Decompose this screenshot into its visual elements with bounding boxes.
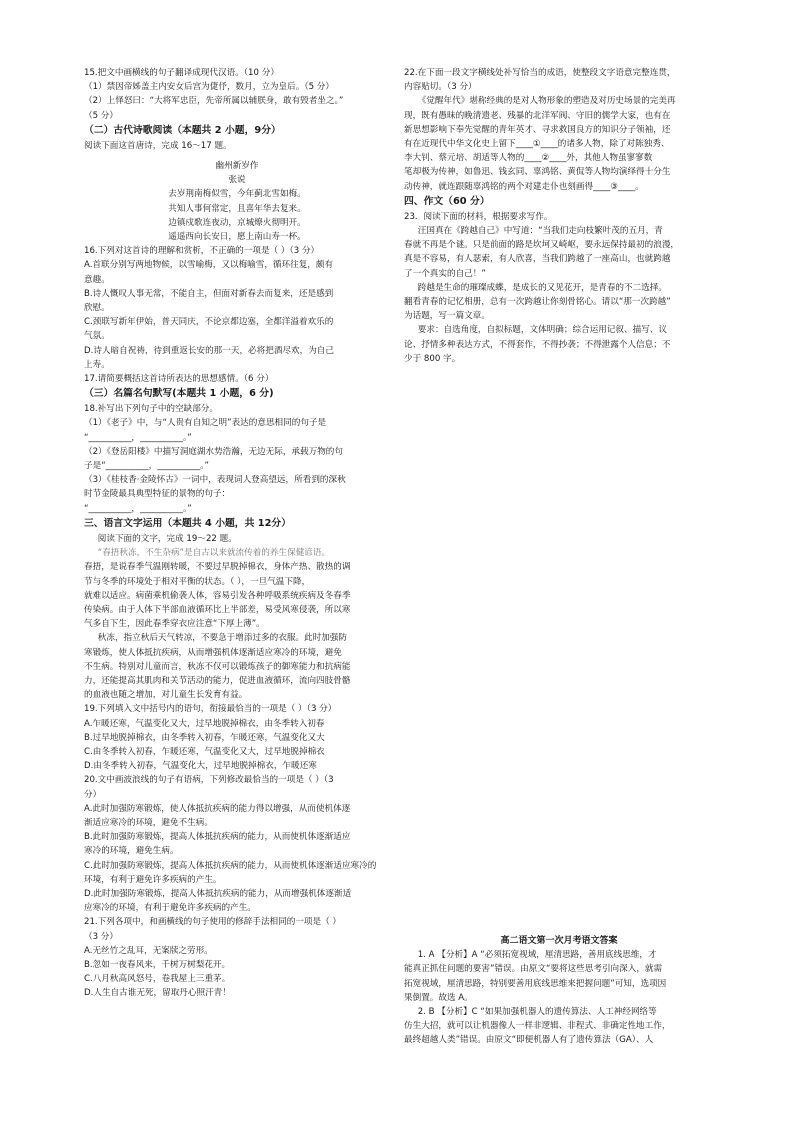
left-column [84,66,390,1001]
passage-line: 秋冻，指立秋后天气转凉，不要急于增添过多的衣服。此时加强防 [97,633,347,644]
section-dictation-heading: （三）名篇名句默写(本题共 1 小题，6 分) [84,388,274,400]
q23-material-line: 汪国真在《跨越自己》中写道：“当我们走向枝繁叶茂的五月，青 [417,226,663,237]
q20-option-c-cont: 环境，有利于避免许多疾病的产生。 [84,874,222,885]
q22-stem: 22.在下面一段文字横线处补写恰当的成语，使整段文字语意完整连贯， [404,68,676,78]
q22-passage-line: 李大钊、蔡元培、胡适等人物的____②____外，其他人物虽寥寥数 [404,153,653,164]
q16-option-b-cont: 欣慰。 [84,303,110,314]
answer-line: 2. B 【分析】C “如果加强机器人的遗传算法、人工神经网络等 [417,1007,657,1018]
q15-sentence-1: （1）禁因帝姊盖主内安女后宫为倢伃，数月，立为皇后。（5 分） [84,82,334,93]
q20-option-c: C.此时加强防寒锻炼，提高人体抵抗疾病的能力，从而使机体逐渐适应寒冷的 [84,860,377,871]
q19-option-c: C.由冬季转入初春，乍暖还寒，气温变化又大，过早地脱掉棉衣 [84,746,325,757]
answer-line: 最终超越人类”错误。由原文“即便机器人有了遗传算法（GA）、人 [404,1035,654,1046]
section-essay-heading: 四、作文（60 分） [404,195,490,207]
q20-stem: 20.文中画波浪线的句子有语病，下列修改最恰当的一项是（ ）（3 [84,775,334,786]
q21-stem-cont: （3 分） [84,931,118,942]
q22-passage-line: 有在近现代中华文化史上留下____①____的诸多人物，除了对陈独秀、 [404,139,670,150]
q19-option-b: B.过早地脱掉棉衣，由冬季转入初春，乍暖还寒，气温变化又大 [84,732,325,743]
q22-passage-line: 笔却极为传神，如鲁迅、钱玄同、辜鸿铭、黄侃等人物均演绎得十分生 [404,167,671,178]
q19-stem: 19.下列填入文中括号内的语句，衔接最恰当的一项是（ ）（3 分） [84,704,337,715]
passage-line: 就难以适应。病菌乘机偷袭人体，容易引发各种呼吸系统疾病及冬春季 [84,590,351,601]
passage-line: 不生病。特别对儿童而言，秋冻不仅可以锻炼孩子的御寒能力和抗病能 [84,661,351,672]
q22-passage-line: 新思想影响下奉先觉醒的青年英才、寻求救国良方的知识分子领袖，还 [404,124,671,135]
q20-stem-cont: 分） [84,789,102,800]
poem-line: 遥遥西向长安日，愿上南山寿一杯。 [168,232,306,243]
q22-passage-line: 《觉醒年代》堪称经典的是对人物形象的塑造及对历史场景的完美再 [417,96,676,107]
passage-line: 传染病。由于人体下半部血液循环比上半部差，易受风寒侵袭，所以寒 [84,604,351,615]
q19-option-d: D.由冬季转入初春，气温变化大，过早地脱掉棉衣，乍暖还寒 [84,761,317,772]
answer-key-title: 高二语文第一次月考语文答案 [500,936,618,946]
q15-sentence-2: （2）上怿怒曰：“大将军忠臣，先帝所属以辅朕身，敢有毁者坐之。” [84,96,344,107]
q21-option-b: B.忽如一夜春风来，千树万树梨花开。 [84,959,231,970]
q21-option-c: C.八月秋高风怒号，卷我屋上三重茅。 [84,974,231,985]
q23-material-line: 了一个真实的自己！” [404,268,486,279]
q21-stem: 21.下列各项中，和画横线的句子使用的修辞手法相同的一项是（ ） [84,917,342,928]
poem-author: 张说 [228,175,246,186]
q21-option-d: D.人生自古谁无死，留取丹心照汗青！ [84,988,231,999]
q23-requirement-line: 要求：自选角度，自拟标题，文体明确；综合运用记叙、描写、议 [417,325,667,336]
q18-item-1: （1）《老子》中，与“人贵有自知之明”表达的意思相同的句子是 [84,418,327,429]
answer-line: 果倒置。故选 A。 [404,992,473,1003]
q20-option-b-cont: 寒冷的环境，避免生病。 [84,846,179,857]
q16-option-d: D.诗人暗自祝祷，待到重返长安的那一天，必将把酒尽欢，为自己 [84,345,334,356]
q16-option-b: B.诗人慨叹人事无常，不能自主，但面对新春去而复来，还是感到 [84,288,334,299]
answer-line: 仿生大招，就可以让机器像人一样非逻辑、非程式、非确定性地工作， [404,1021,671,1032]
q20-option-a: A.此时加强防寒锻炼，使人体抵抗疾病的能力得以增强，从而使机体逐 [84,803,351,814]
q23-material-line: 跨越是生命的璀璨成蝶，是成长的又见花开，是青春的不二选择。 [417,282,667,293]
q23-material-line: 春就不再是个谜。只是前面的路是坎坷又崎岖，要永远保持最初的浪漫， [404,240,680,251]
passage-line: 气多自下生，因此春季穿衣应注意“下厚上薄”。 [84,619,265,630]
section-language-heading: 三、语言文字运用（本题共 4 小题，共 12分） [84,517,292,529]
passage-line: 寒锻炼，使人体抵抗疾病，从而增强机体逐渐适应寒冷的环境，避免 [84,647,342,658]
q16-option-a-cont: 意趣。 [84,274,110,285]
q16-option-a: A.首联分别写两地物候，以雪喻梅，又以梅喻雪，循环往复，颇有 [84,260,334,271]
answer-line: 1. A 【分析】A “必须拓宽视域，厘清思路，善用底线思维，才 [417,950,657,961]
q18-item-3-cont: 时节金陵最具典型特征的景物的句子： [84,489,231,500]
answer-line: 拓宽视域，厘清思路，特别要善用底线思维来把握问题”可知，选项因 [404,978,667,989]
q15-sentence-2-score: （5 分） [84,110,118,121]
answer-key [404,934,714,1048]
q23-material-line: 翻看青春的记忆相册，总有一次跨越让你刻骨铭心。请以“那一次跨越” [404,297,671,308]
poem-line: 边镇戍歌连夜动，京城燎火彻明开。 [168,217,306,228]
section-poetry-heading: （二）古代诗歌阅读（本题共 2 小题，9分） [84,124,281,136]
poem-title: 幽州新岁作 [215,161,259,172]
q16-stem: 16.下列对这首诗的理解和赏析，不正确的一项是（ ）（3 分） [84,246,320,257]
q18-item-3-blank: “__________，__________。” [84,503,192,514]
poem-line: 去岁荆南梅似雪，今年蓟北雪如梅。 [168,189,306,200]
q18-item-3: （3）《桂枝香·金陵怀古》一词中，表现词人登高望远，所看到的深秋 [84,475,346,486]
q22-passage-line: 现，既有愚昧的晚清遗老、残暴的北洋军阀、守旧的儒学大家，也有在 [404,110,671,121]
q15-stem: 15.把文中画横线的句子翻译成现代汉语。（10 分） [84,68,279,78]
q19-option-a: A.乍暖还寒，气温变化又大，过早地脱掉棉衣，由冬季转入初春 [84,718,325,729]
passage-line: 力，还能提高其肌肉和关节活动的能力，促进血液循环，流向四肢骨骼 [84,675,351,686]
q16-option-c-cont: 气氛。 [84,331,110,342]
passage-intro: 阅读下面的文字，完成 19～22 题。 [97,533,237,544]
q20-option-d: D.此时加强防寒锻炼，提高人体抵抗疾病的能力，从而增强机体逐渐适 [84,888,352,899]
q22-stem-cont: 内容贴切。（3 分） [404,82,477,93]
q16-option-d-cont: 上寿。 [84,359,110,370]
q16-option-c: C.颈联写新年伊始，普天同庆，不论京都边塞，全都洋溢着欢乐的 [84,317,334,328]
q17-stem: 17.请简要概括这首诗所表达的思想感情。（6 分） [84,374,274,385]
q20-option-b: B.此时加强防寒锻炼，提高人体抵抗疾病的能力，从而使机体逐渐适应 [84,832,351,843]
q23-material-line: 真是不容易，有人瑟索，有人欣喜，当我们跨越了一座高山，也就跨越 [404,254,671,265]
q18-item-1-blank: “__________，__________。” [84,432,192,443]
q22-passage-line: 动传神，就连跟随辜鸿铭的两个对建走仆也刻画得____③____。 [404,181,644,192]
q23-material-line: 为话题，写一篇文章。 [404,311,490,322]
q23-requirement-line: 论、抒情多种表达方式，不得套作，不得抄袭；不得泄露个人信息；不 [404,339,671,350]
poem-line: 共知人事何常定，且喜年华去复来。 [168,203,306,214]
q23-stem: 23．阅读下面的材料，根据要求写作。 [404,211,553,222]
passage-quote: “春捂秋冻，不生杂病”是自古以来就流传着的养生保健谚语。 [97,548,331,559]
right-column [404,66,714,366]
q21-option-a: A.无丝竹之乱耳，无案牍之劳形。 [84,945,213,956]
q18-stem: 18.补写出下列句子中的空缺部分。 [84,404,218,415]
q20-option-d-cont: 应寒冷的环境，有利于避免许多疾病的产生。 [84,903,256,914]
passage-line: 春捂，是说春季气温刚转暖，不要过早脱掉棉衣，身体产热、散热的调 [84,562,351,573]
passage-line: 的血液也随之增加，对儿童生长发育有益。 [84,690,248,701]
q23-requirement-line: 少于 800 字。 [404,353,461,364]
poem-intro: 阅读下面这首唐诗，完成 16～17 题。 [84,140,232,151]
q18-item-2-blank: 子是“__________，__________。” [84,461,209,472]
answer-line: 能真正抓住问题的要害”错误。由原文“要将这些思考引向深入，就需 [404,964,663,975]
q18-item-2: （2）《登岳阳楼》中描写洞庭湖水势浩瀚，无边无际，承载万物的句 [84,446,343,457]
q20-option-a-cont: 渐适应寒冷的环境，避免不生病。 [84,817,213,828]
passage-line: 节与冬季的环境处于相对平衡的状态。（ ），一旦气温下降， [84,576,311,587]
